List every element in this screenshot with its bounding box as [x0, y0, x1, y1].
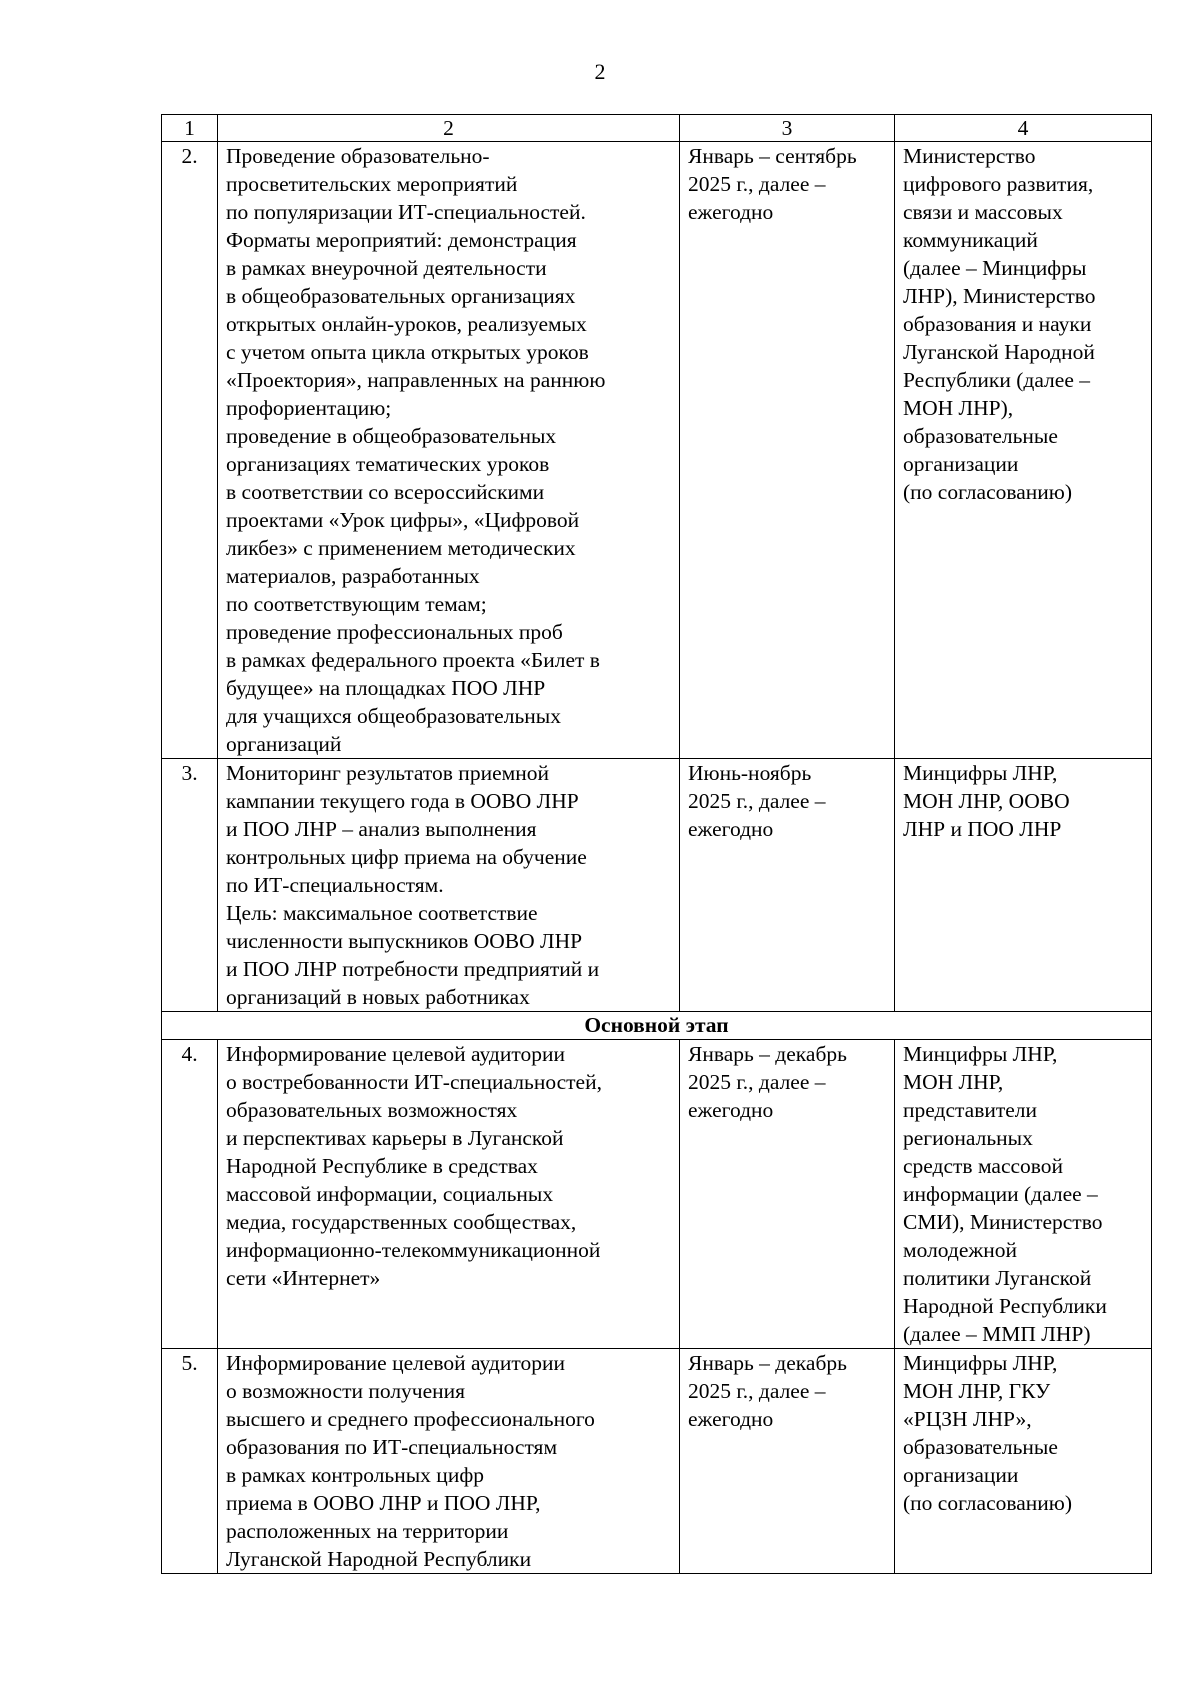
- responsible-parties-line: региональных: [903, 1126, 1033, 1150]
- responsible-parties-line: связи и массовых: [903, 200, 1063, 224]
- responsible-parties-line: Минцифры ЛНР,: [903, 761, 1058, 785]
- event-description-line: Информирование целевой аудитории: [226, 1042, 565, 1066]
- responsible-parties-line: Республики (далее –: [903, 368, 1091, 392]
- responsible-parties-line: образовательные: [903, 424, 1058, 448]
- event-description-line: контрольных цифр приема на обучение: [226, 845, 587, 869]
- event-description-line: сети «Интернет»: [226, 1266, 381, 1290]
- event-term-line: Январь – сентябрь: [688, 144, 857, 168]
- responsible-parties-line: (по согласованию): [903, 1491, 1073, 1515]
- table-header-row: [162, 115, 1152, 142]
- event-description-line: «Проектория», направленных на раннюю: [226, 368, 606, 392]
- stage-row: [162, 1012, 1152, 1040]
- event-description-line: в рамках федерального проекта «Билет в: [226, 648, 600, 672]
- responsible-parties-line: цифрового развития,: [903, 172, 1094, 196]
- row-number: 5.: [162, 1349, 218, 1574]
- responsible-parties-line: ЛНР и ПОО ЛНР: [903, 817, 1062, 841]
- event-description-line: в соответствии со всероссийскими: [226, 480, 545, 504]
- responsible-parties-line: коммуникаций: [903, 228, 1038, 252]
- event-description-line: Цель: максимальное соответствие: [226, 901, 538, 925]
- event-description: [218, 142, 680, 759]
- responsible-parties-line: Министерство: [903, 144, 1036, 168]
- event-description: [218, 1040, 680, 1349]
- responsible-parties-line: информации (далее –: [903, 1182, 1098, 1206]
- event-description-line: и ПОО ЛНР потребности предприятий и: [226, 957, 600, 981]
- responsible-parties-line: Минцифры ЛНР,: [903, 1042, 1058, 1066]
- table-row: [162, 142, 1152, 759]
- event-term-line: 2025 г., далее –: [688, 172, 826, 196]
- event-description-line: Народной Республике в средствах: [226, 1154, 538, 1178]
- event-description-line: проектами «Урок цифры», «Цифровой: [226, 508, 580, 532]
- event-term-line: Январь – декабрь: [688, 1351, 847, 1375]
- responsible-parties-line: представители: [903, 1098, 1038, 1122]
- event-term-line: ежегодно: [688, 817, 774, 841]
- responsible-parties-line: МОН ЛНР),: [903, 396, 1014, 420]
- event-term-line: ежегодно: [688, 1407, 774, 1431]
- event-term-line: ежегодно: [688, 1098, 774, 1122]
- page-number: 2: [594, 59, 606, 84]
- event-description-line: по ИТ-специальностям.: [226, 873, 444, 897]
- header-cell-3: 3: [680, 115, 895, 142]
- event-description-line: ликбез» с применением методических: [226, 536, 576, 560]
- event-description-line: Информирование целевой аудитории: [226, 1351, 565, 1375]
- responsible-parties-line: организации: [903, 452, 1019, 476]
- responsible-parties-line: МОН ЛНР,: [903, 1070, 1004, 1094]
- table-row: [162, 759, 1152, 1012]
- event-description-line: материалов, разработанных: [226, 564, 480, 588]
- event-description-line: высшего и среднего профессионального: [226, 1407, 595, 1431]
- event-description-line: Мониторинг результатов приемной: [226, 761, 549, 785]
- event-description-line: о востребованности ИТ-специальностей,: [226, 1070, 602, 1094]
- responsible-parties-line: (далее – Минцифры: [903, 256, 1087, 280]
- event-description-line: медиа, государственных сообществах,: [226, 1210, 577, 1234]
- row-number: 4.: [162, 1040, 218, 1349]
- responsible-parties-line: ЛНР), Министерство: [903, 284, 1096, 308]
- event-description-line: с учетом опыта цикла открытых уроков: [226, 340, 589, 364]
- header-cell-1: 1: [162, 115, 218, 142]
- event-description-line: профориентацию;: [226, 396, 392, 420]
- event-description-line: численности выпускников ООВО ЛНР: [226, 929, 583, 953]
- table-row: [162, 1040, 1152, 1349]
- row-number: 3.: [162, 759, 218, 1012]
- event-term-line: 2025 г., далее –: [688, 1379, 826, 1403]
- event-description-line: для учащихся общеобразовательных: [226, 704, 561, 728]
- event-description-line: массовой информации, социальных: [226, 1182, 554, 1206]
- row-number: 2.: [162, 142, 218, 759]
- responsible-parties: [895, 1040, 1152, 1349]
- event-description: [218, 1349, 680, 1574]
- event-term: [680, 759, 895, 1012]
- event-description-line: расположенных на территории: [226, 1519, 509, 1543]
- event-description: [218, 759, 680, 1012]
- responsible-parties: [895, 759, 1152, 1012]
- responsible-parties-line: организации: [903, 1463, 1019, 1487]
- event-description-line: организаций в новых работниках: [226, 985, 530, 1009]
- event-description-line: о возможности получения: [226, 1379, 466, 1403]
- responsible-parties-line: (далее – ММП ЛНР): [903, 1322, 1091, 1346]
- event-description-line: просветительских мероприятий: [226, 172, 518, 196]
- event-description-line: открытых онлайн-уроков, реализуемых: [226, 312, 587, 336]
- event-description-line: образовательных возможностях: [226, 1098, 518, 1122]
- responsible-parties-line: Минцифры ЛНР,: [903, 1351, 1058, 1375]
- event-description-line: Луганской Народной Республики: [226, 1547, 532, 1571]
- event-description-line: будущее» на площадках ПОО ЛНР: [226, 676, 546, 700]
- responsible-parties-line: Луганской Народной: [903, 340, 1095, 364]
- event-description-line: информационно-телекоммуникационной: [226, 1238, 601, 1262]
- responsible-parties-line: средств массовой: [903, 1154, 1064, 1178]
- event-term: [680, 1040, 895, 1349]
- responsible-parties-line: СМИ), Министерство: [903, 1210, 1103, 1234]
- table-row: [162, 1349, 1152, 1574]
- event-description-line: в рамках внеурочной деятельности: [226, 256, 547, 280]
- event-description-line: и ПОО ЛНР – анализ выполнения: [226, 817, 537, 841]
- event-description-line: организаций: [226, 732, 342, 756]
- stage-label: Основной этап: [162, 1012, 1152, 1040]
- event-description-line: проведение в общеобразовательных: [226, 424, 557, 448]
- event-description-line: и перспективах карьеры в Луганской: [226, 1126, 564, 1150]
- responsible-parties-line: «РЦЗН ЛНР»,: [903, 1407, 1032, 1431]
- event-term-line: ежегодно: [688, 200, 774, 224]
- responsible-parties-line: МОН ЛНР, ГКУ: [903, 1379, 1051, 1403]
- responsible-parties-line: молодежной: [903, 1238, 1018, 1262]
- event-term: [680, 142, 895, 759]
- event-description-line: Проведение образовательно-: [226, 144, 490, 168]
- event-term-line: 2025 г., далее –: [688, 789, 826, 813]
- responsible-parties-line: политики Луганской: [903, 1266, 1092, 1290]
- header-cell-2: 2: [218, 115, 680, 142]
- responsible-parties-line: МОН ЛНР, ООВО: [903, 789, 1070, 813]
- event-description-line: приема в ООВО ЛНР и ПОО ЛНР,: [226, 1491, 541, 1515]
- responsible-parties: [895, 142, 1152, 759]
- event-description-line: организациях тематических уроков: [226, 452, 550, 476]
- header-cell-4: 4: [895, 115, 1152, 142]
- responsible-parties-line: Народной Республики: [903, 1294, 1107, 1318]
- event-description-line: по соответствующим темам;: [226, 592, 487, 616]
- event-description-line: Форматы мероприятий: демонстрация: [226, 228, 577, 252]
- event-description-line: кампании текущего года в ООВО ЛНР: [226, 789, 579, 813]
- responsible-parties-line: образовательные: [903, 1435, 1058, 1459]
- responsible-parties-line: образования и науки: [903, 312, 1092, 336]
- responsible-parties: [895, 1349, 1152, 1574]
- event-term-line: Июнь-ноябрь: [688, 761, 812, 785]
- event-term-line: 2025 г., далее –: [688, 1070, 826, 1094]
- event-description-line: образования по ИТ-специальностям: [226, 1435, 558, 1459]
- event-description-line: в рамках контрольных цифр: [226, 1463, 484, 1487]
- responsible-parties-line: (по согласованию): [903, 480, 1073, 504]
- event-description-line: по популяризации ИТ-специальностей.: [226, 200, 586, 224]
- event-description-line: проведение профессиональных проб: [226, 620, 563, 644]
- event-term-line: Январь – декабрь: [688, 1042, 847, 1066]
- plan-table: [161, 114, 1152, 1574]
- event-term: [680, 1349, 895, 1574]
- event-description-line: в общеобразовательных организациях: [226, 284, 576, 308]
